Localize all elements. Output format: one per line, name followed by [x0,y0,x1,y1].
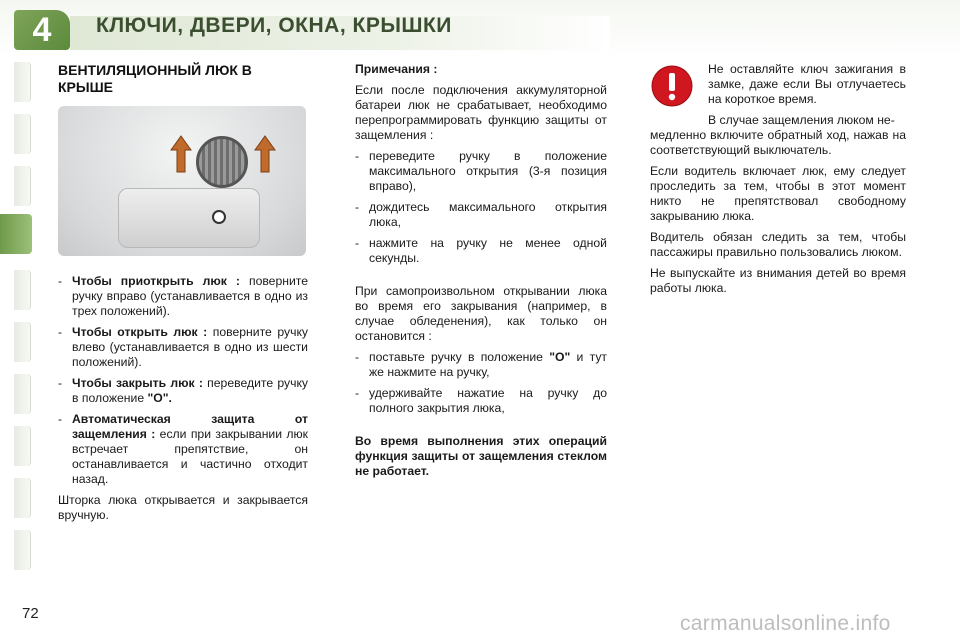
auto-list-item: - поставьте ручку в положение "O" и тут же нажмите на ручку, [355,350,607,379]
chapter-tab-5[interactable] [14,270,31,310]
column-middle [355,62,607,485]
chapter-tab-4-active[interactable] [0,214,32,254]
instruction-text: поверните ручку вправо (устанавливается в одно из трех положений). [72,274,309,318]
instruction-text: переведите ручку в положение [72,376,309,405]
auto-list-text: удерживайте нажатие на ручку до полного закрытия люка, [369,386,607,415]
instruction-label: Чтобы закрыть люк : [72,376,203,390]
instruction-label: Автоматическая защита от защемления : [72,412,308,441]
warning-first: Не оставляйте ключ зажигания в замке, даже если Вы отлучаетесь на короткое время. [708,62,906,106]
notes-title: Примечания : [355,62,438,76]
column-right [650,62,906,302]
page-number: 72 [22,605,39,622]
chapter-tab-7[interactable] [14,374,31,414]
notes-list-item: - нажмите на ручку не менее одной секунды. [355,236,607,265]
auto-open-text: При самопроизвольном открывании люка во время его закрывания (например, в случае обледенения), как только он остановится : [355,284,607,343]
chapter-tab-9[interactable] [14,478,31,518]
auto-list-item: - удерживайте нажатие на ручку до полного закрытия люка, [355,386,607,415]
chapter-title: КЛЮЧИ, ДВЕРИ, ОКНА, КРЫШКИ [96,14,452,37]
position-o-marker [212,210,226,224]
warning-second-rest: медленно включите обратный ход, нажав на соответствующий выключатель. [650,128,906,157]
sunroof-control-photo [58,106,306,256]
chapter-tab-6[interactable] [14,322,31,362]
chapter-tab-1[interactable] [14,62,31,102]
arrow-right-icon [254,134,276,174]
sunroof-knob [196,136,248,188]
notes-list-text: переведите ручку в положение максимального открытия (3-я позиция вправо), [369,149,607,193]
arrow-left-icon [170,134,192,174]
instruction-label: Чтобы открыть люк : [72,325,208,339]
notes-list-item: - дождитесь максимального открытия люка, [355,200,607,229]
instruction-item: - Чтобы приоткрыть люк : поверните ручку вправо (устанавливается в одно из трех положений). [58,274,309,318]
blind-note: Шторка люка открывается и закрывается вручную. [58,493,308,522]
chapter-tab-8[interactable] [14,426,31,466]
auto-list-text: поставьте ручку в положение [369,350,550,364]
section-title: ВЕНТИЛЯЦИОННЫЙ ЛЮК В КРЫШЕ [58,62,252,95]
warning-block [650,62,906,128]
instruction-text: поверните ручку влево (устанавливается в одно из шести положений). [72,325,309,369]
auto-list-text-post: и тут же нажмите на ручку, [369,350,607,379]
notes-intro: Если после подключения аккумуляторной батареи люк не срабатывает, необходимо перепрограммировать функцию защиты от защемления : [355,83,607,142]
instruction-item: - Чтобы закрыть люк : переведите ручку в положение "O". [58,376,309,405]
instruction-text: если при закрывании люк встречает препятствие, он останавливается и частично отходит назад. [72,427,308,486]
column-left [58,62,308,529]
instruction-label: Чтобы приоткрыть люк : [72,274,240,288]
notes-list-text: дождитесь максимального открытия люка, [369,200,607,229]
warning-second-start: В случае защемления люком не- [708,113,895,127]
notes-list-text: нажмите на ручку не менее одной секунды. [369,236,607,265]
passenger-para: Водитель обязан следить за тем, чтобы пассажиры правильно пользовались люком. [650,230,906,259]
chapter-tab-2[interactable] [14,114,31,154]
ceiling-lamp [118,188,260,248]
children-para: Не выпускайте из внимания детей во время работы люка. [650,266,906,295]
chapter-tab-3[interactable] [14,166,31,206]
exclamation-circle-icon [650,64,694,108]
chapter-number-badge: 4 [14,10,70,50]
driver-check-para: Если водитель включает люк, ему следует проследить за тем, чтобы в этот момент никто не препятствовал свободному закрыванию люка. [650,164,906,223]
instruction-item: - Автоматическая защита от защемления : если при закрывании люк встречает препятствие, он останавливается и частично отходит назад. [58,412,308,486]
watermark: carmanualsonline.info [680,612,891,635]
warning-bold-note: Во время выполнения этих операций функция защиты от защемления стеклом не работает. [355,434,607,478]
chapter-tab-10[interactable] [14,530,31,570]
chapter-rail [0,62,32,582]
instruction-item: - Чтобы открыть люк : поверните ручку влево (устанавливается в одно из шести положений). [58,325,309,369]
notes-list-item: - переведите ручку в положение максимального открытия (3-я позиция вправо), [355,149,607,193]
instruction-tail: "O". [147,391,172,405]
auto-list-bold: "O" [549,350,571,364]
